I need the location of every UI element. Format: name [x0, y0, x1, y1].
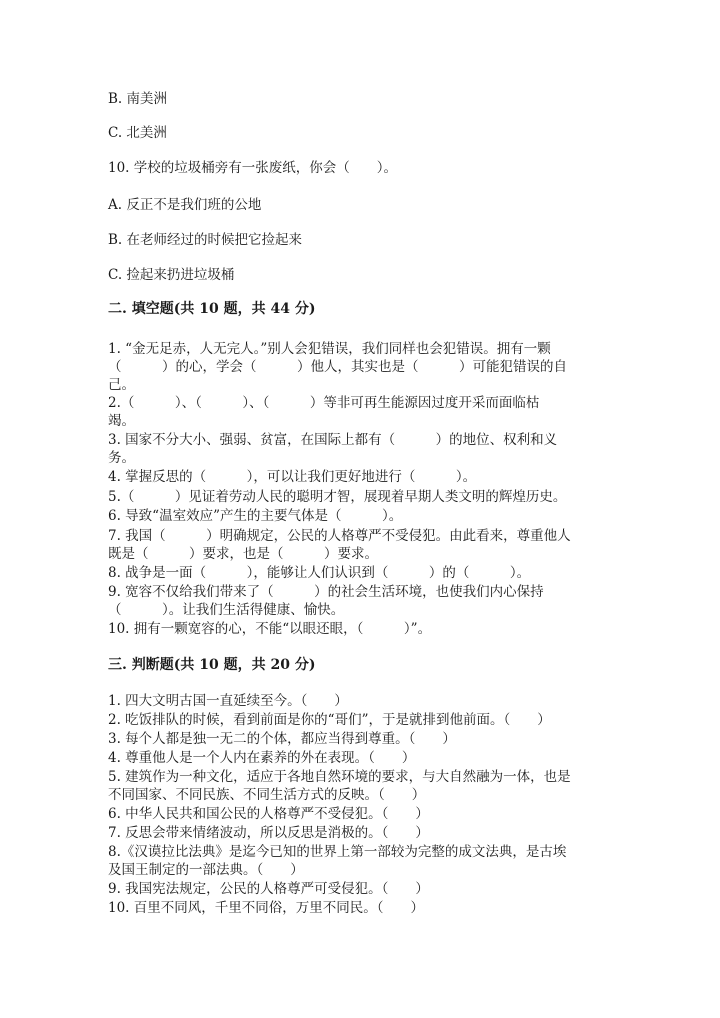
- judge-line: 7. 反思会带来情绪波动，所以反思是消极的。（ ）: [108, 825, 429, 841]
- question-10-option-a: A. 反正不是我们班的公地: [108, 197, 262, 213]
- judge-line: 4. 尊重他人是一个人内在素养的外在表现。（ ）: [108, 750, 416, 766]
- judge-line: 及国王制定的一部法典。（ ）: [108, 862, 304, 878]
- fill-line: 1. “金无足赤，人无完人。”别人会犯错误，我们同样也会犯错误。拥有一颗: [108, 341, 551, 357]
- fill-line: 4. 掌握反思的（ ），可以让我们更好地进行（ ）。: [108, 469, 477, 485]
- judge-line: 3. 每个人都是独一无二的个体，都应当得到尊重。（ ）: [108, 731, 456, 747]
- fill-line: 己。: [108, 377, 135, 393]
- fill-line: 10. 拥有一颗宽容的心，不能“以眼还眼，（ ）”。: [108, 621, 432, 637]
- judge-line: 9. 我国宪法规定，公民的人格尊严可受侵犯。（ ）: [108, 881, 429, 897]
- option-c: C. 北美洲: [108, 125, 167, 141]
- judge-line: 5. 建筑作为一种文化，适应于各地自然环境的要求，与大自然融为一体，也是: [108, 769, 571, 785]
- fill-line: 9. 宽容不仅给我们带来了（ ）的社会生活环境，也使我们内心保持: [108, 584, 544, 600]
- fill-line: （ ）的心，学会（ ）他人，其实也是（ ）可能犯错误的自: [108, 359, 567, 375]
- judge-line: 8.《汉谟拉比法典》是迄今已知的世界上第一部较为完整的成文法典，是古埃: [108, 844, 567, 860]
- fill-line: （ ）。让我们生活得健康、愉快。: [108, 602, 345, 618]
- judge-line: 1. 四大文明古国一直延续至今。（ ）: [108, 693, 348, 709]
- judge-line: 2. 吃饭排队的时候，看到前面是你的“哥们”，于是就排到他前面。（ ）: [108, 712, 551, 728]
- fill-line: 既是（ ）要求，也是（ ）要求。: [108, 546, 378, 562]
- section-heading-fill-in: 二. 填空题(共 10 题，共 44 分): [108, 301, 316, 317]
- fill-line: 务。: [108, 450, 135, 466]
- section-heading-judgment: 三. 判断题(共 10 题，共 20 分): [108, 657, 316, 673]
- fill-line: 6. 导致“温室效应”产生的主要气体是（ ）。: [108, 508, 403, 524]
- option-b: B. 南美洲: [108, 91, 168, 107]
- question-10-stem: 10. 学校的垃圾桶旁有一张废纸，你会（ ）。: [108, 160, 398, 176]
- judge-line: 10. 百里不同风，千里不同俗，万里不同民。（ ）: [108, 900, 425, 916]
- fill-line: 2.（ ）、（ ）、（ ）等非可再生能源因过度开采而面临枯: [108, 395, 540, 411]
- question-10-option-c: C. 捡起来扔进垃圾桶: [108, 267, 235, 283]
- question-10-option-b: B. 在老师经过的时候把它捡起来: [108, 232, 303, 248]
- fill-line: 3. 国家不分大小、强弱、贫富，在国际上都有（ ）的地位、权利和义: [108, 432, 558, 448]
- fill-line: 5.（ ）见证着劳动人民的聪明才智，展现着早期人类文明的辉煌历史。: [108, 489, 567, 505]
- fill-line: 竭。: [108, 413, 135, 429]
- fill-line: 8. 战争是一面（ ），能够让人们认识到（ ）的（ ）。: [108, 565, 531, 581]
- judge-line: 6. 中华人民共和国公民的人格尊严不受侵犯。（ ）: [108, 806, 429, 822]
- judge-line: 不同国家、不同民族、不同生活方式的反映。（ ）: [108, 787, 426, 803]
- fill-line: 7. 我国（ ）明确规定，公民的人格尊严不受侵犯。由此看来，尊重他人: [108, 528, 571, 544]
